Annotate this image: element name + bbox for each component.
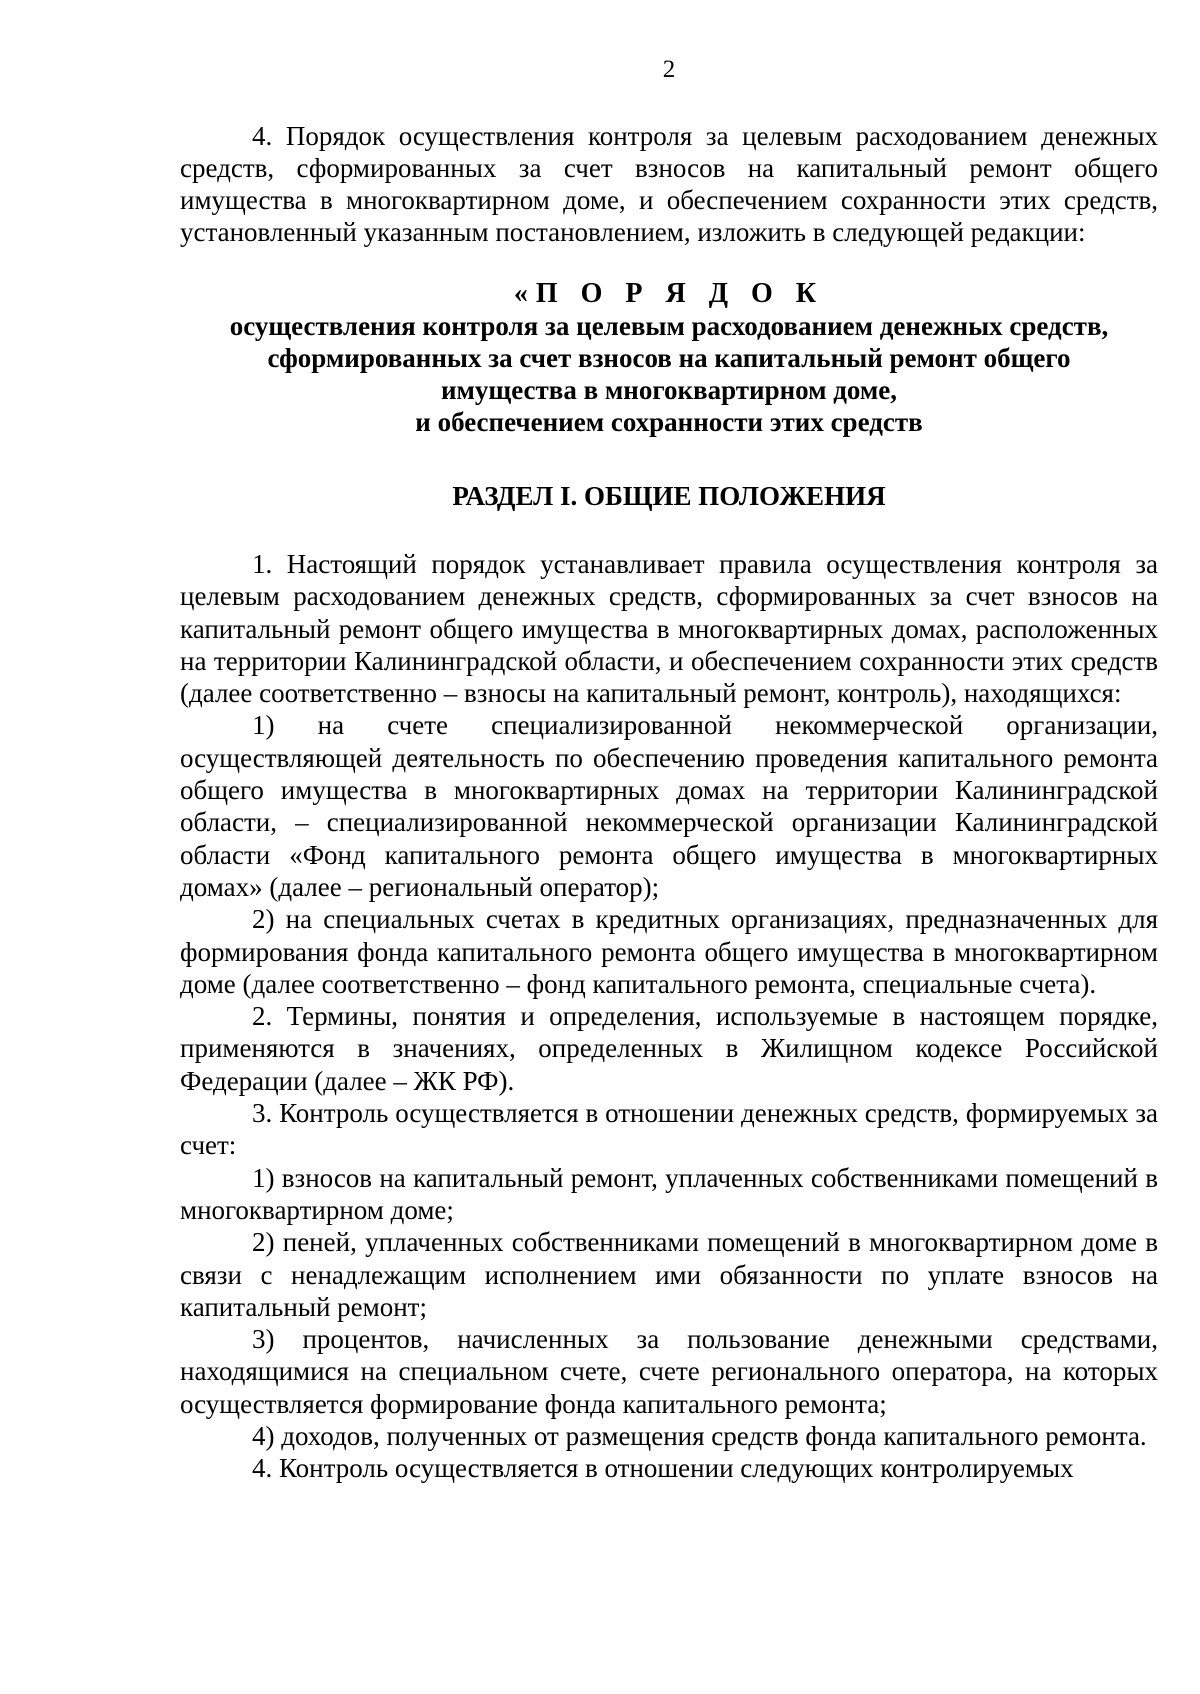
document-title-heading: «П О Р Я Д О К <box>513 278 825 309</box>
page-number: 2 <box>662 56 676 83</box>
body-text <box>180 548 1158 1485</box>
paragraph: 1) на счете специализированной некоммерческой организации, осуществляющей деятельность по обеспечению проведения капитального ремонта общего имущества в многоквартирных домах на территории Калининградской области, – специализированной некоммерческой организации Калининградской области «Фонд капитального ремонта общего имущества в многоквартирных домах» (далее – региональный оператор); <box>180 710 1158 902</box>
document-title-line: сформированных за счет взносов на капитальный ремонт общего <box>267 343 1071 373</box>
section-heading: РАЗДЕЛ I. ОБЩИЕ ПОЛОЖЕНИЯ <box>452 481 886 511</box>
paragraph: 1) взносов на капитальный ремонт, уплаченных собственниками помещений в многоквартирном доме; <box>180 1162 1158 1225</box>
intro-paragraph: 4. Порядок осуществления контроля за целевым расходованием денежных средств, сформированных за счет взносов на капитальный ремонт общего имущества в многоквартирном доме, и обеспечением сохранности этих средств, установленный указанным постановлением, изложить в следующей редакции: <box>180 121 1158 247</box>
paragraph: 4) доходов, полученных от размещения средств фонда капитального ремонта. <box>252 1421 1147 1452</box>
document-title-line: имущества в многоквартирном доме, <box>440 375 898 405</box>
document-title-line: осуществления контроля за целевым расходованием денежных средств, <box>229 311 1109 341</box>
paragraph: 3) процентов, начисленных за пользование денежными средствами, находящимися на специальном счете, счете регионального оператора, на которых осуществляется формирование фонда капитального ремонта; <box>180 1324 1158 1419</box>
paragraph: 2) пеней, уплаченных собственниками помещений в многоквартирном доме в связи с ненадлежащим исполнением ими обязанности по уплате взносов на капитальный ремонт; <box>180 1227 1158 1322</box>
document-title <box>180 278 1158 438</box>
paragraph: 2. Термины, понятия и определения, используемые в настоящем порядке, применяются в значениях, определенных в Жилищном кодексе Российской Федерации (далее – ЖК РФ). <box>180 1001 1158 1096</box>
paragraph: 4. Контроль осуществляется в отношении следующих контролируемых <box>252 1453 1074 1484</box>
paragraph: 2) на специальных счетах в кредитных организациях, предназначенных для формирования фонда капитального ремонта общего имущества в многоквартирном доме (далее соответственно – фонд капитального ремонта, специальные счета). <box>180 904 1158 999</box>
document-title-line: и обеспечением сохранности этих средств <box>415 407 923 437</box>
paragraph: 1. Настоящий порядок устанавливает правила осуществления контроля за целевым расходованием денежных средств, сформированных за счет взносов на капитальный ремонт общего имущества в многоквартирных домах, расположенных на территории Калининградской области, и обеспечением сохранности этих средств (далее соответственно – взносы на капитальный ремонт, контроль), находящихся: <box>180 549 1158 709</box>
paragraph: 3. Контроль осуществляется в отношении денежных средств, формируемых за счет: <box>180 1098 1158 1161</box>
